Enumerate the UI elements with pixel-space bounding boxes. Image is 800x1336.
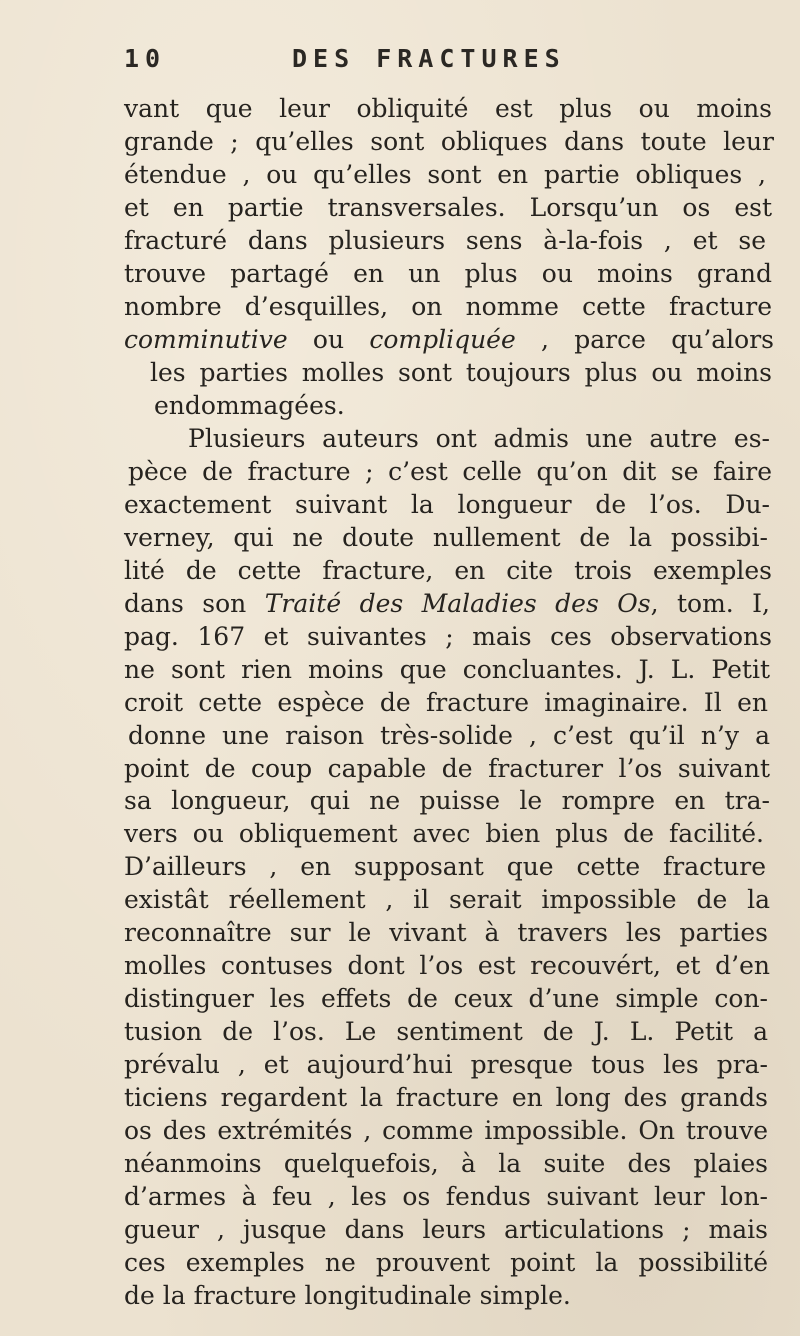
- text-line: croit cette espèce de fracture imaginaire. Il en: [124, 687, 768, 717]
- text-line: étendue , ou qu’elles sont en partie obliques ,: [124, 159, 766, 189]
- text-segment: , tom. I,: [650, 588, 770, 618]
- text-line: néanmoins quelquefois, à la suite des plaies: [124, 1149, 768, 1179]
- running-title: DES FRACTURES: [292, 44, 566, 73]
- text-line: vers ou obliquement avec bien plus de facilité.: [124, 819, 764, 849]
- text-line: Plusieurs auteurs ont admis une autre es-: [188, 423, 770, 453]
- text-line: lité de cette fracture, en cite trois exemples: [124, 555, 772, 585]
- text-line-mixed: [124, 587, 770, 620]
- text-line: trouve partagé en un plus ou moins grand: [124, 258, 772, 288]
- text-line: distinguer les effets de ceux d’une simple con-: [124, 984, 768, 1014]
- text-line: pèce de fracture ; c’est celle qu’on dit se faire: [128, 456, 772, 486]
- page-number: 10: [124, 44, 167, 73]
- text-line-mixed: [124, 323, 774, 356]
- text-line: vant que leur obliquité est plus ou moins: [124, 94, 772, 123]
- text-line: ne sont rien moins que concluantes. J. L. Petit: [124, 654, 770, 684]
- text-line: donne une raison très-solide , c’est qu’il n’y a: [128, 720, 770, 750]
- text-line: et en partie transversales. Lorsqu’un os est: [124, 192, 772, 222]
- text-line: nombre d’esquilles, on nomme cette fracture: [124, 291, 772, 321]
- text-line: grande ; qu’elles sont obliques dans toute leur: [124, 127, 774, 156]
- text-line: reconnaître sur le vivant à travers les parties: [124, 918, 768, 948]
- text-line: point de coup capable de fracturer l’os suivant: [124, 753, 770, 783]
- text-line: fracturé dans plusieurs sens à-la-fois , et se: [124, 225, 766, 255]
- text-line: sa longueur, qui ne puisse le rompre en tra-: [124, 786, 770, 816]
- text-line: de la fracture longitudinale simple.: [124, 1281, 571, 1310]
- text-segment: ou: [287, 324, 370, 354]
- text-line: ces exemples ne prouvent point la possibilité: [124, 1248, 768, 1278]
- italic-term: comminutive: [124, 324, 288, 354]
- text-line: ticiens regardent la fracture en long des grands: [124, 1083, 768, 1113]
- text-line: verney, qui ne doute nullement de la possibi-: [124, 522, 768, 552]
- text-line: endommagées.: [154, 390, 345, 420]
- text-segment: dans son: [124, 588, 265, 618]
- italic-term: compliquée: [369, 324, 516, 354]
- text-line: gueur , jusque dans leurs articulations ; mais: [124, 1215, 768, 1245]
- text-line: tusion de l’os. Le sentiment de J. L. Petit a: [124, 1017, 768, 1047]
- text-line: molles contuses dont l’os est recouvért, et d’en: [124, 951, 770, 981]
- text-line: D’ailleurs , en supposant que cette fracture: [124, 852, 766, 882]
- text-line: prévalu , et aujourd’hui presque tous les pra-: [124, 1050, 768, 1080]
- text-line: pag. 167 et suivantes ; mais ces observations: [124, 621, 772, 651]
- italic-title: Traité des Maladies des Os: [264, 588, 651, 618]
- text-line: os des extrémités , comme impossible. On trouve: [124, 1116, 768, 1146]
- text-line: les parties molles sont toujours plus ou moins: [150, 357, 772, 387]
- text-line: d’armes à feu , les os fendus suivant leur lon-: [124, 1182, 768, 1212]
- text-line: existât réellement , il serait impossible de la: [124, 885, 770, 915]
- text-line: exactement suivant la longueur de l’os. Du-: [124, 489, 770, 519]
- text-segment: , parce qu’alors: [515, 324, 774, 354]
